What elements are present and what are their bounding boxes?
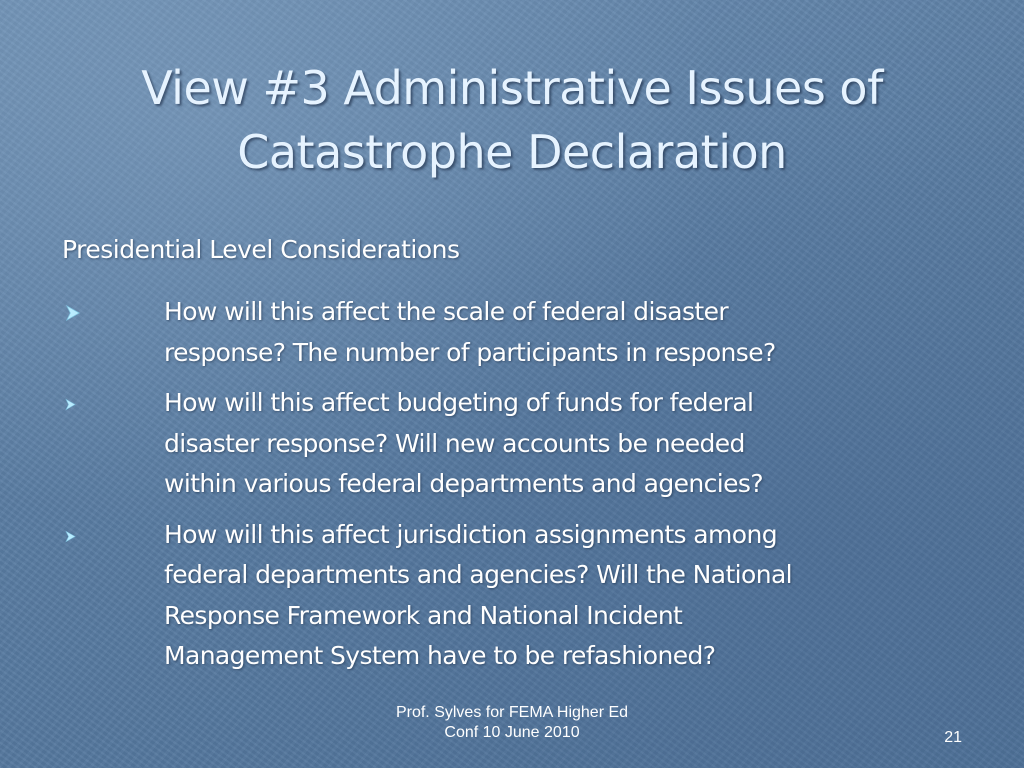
bullet-text-line: within various federal departments and agencies?	[164, 469, 763, 498]
arrowhead-bullet-icon	[64, 530, 77, 543]
arrowhead-bullet-icon	[64, 398, 77, 411]
bullet-text-line: federal departments and agencies? Will the National	[164, 560, 793, 589]
arrowhead-bullet-icon	[64, 304, 82, 322]
bullet-text-line: Management System have to be refashioned?	[164, 641, 716, 670]
bullet-text-line: Response Framework and National Incident	[164, 600, 683, 630]
footer-text-line: Prof. Sylves for FEMA Higher Ed	[395, 704, 629, 721]
slide-title-line: View #3 Administrative Issues of	[141, 61, 883, 115]
bullet-item	[62, 383, 962, 505]
bullet-item	[62, 292, 962, 373]
bullet-text-line: How will this affect the scale of federal disaster	[164, 297, 729, 326]
slide-title	[40, 56, 984, 184]
bullet-text-line: disaster response? Will new accounts be needed	[164, 428, 745, 458]
slide-title-line: Catastrophe Declaration	[237, 125, 787, 179]
footer-text-line: Conf 10 June 2010	[444, 724, 580, 741]
bullet-item	[62, 515, 962, 677]
slide-footer	[340, 703, 684, 743]
bullet-text-line: How will this affect budgeting of funds for federal	[164, 388, 754, 417]
bullet-list	[62, 292, 962, 687]
bullet-text-line: response? The number of participants in response?	[164, 337, 776, 367]
page-number: 21	[944, 729, 962, 746]
bullet-text-line: How will this affect jurisdiction assignments among	[164, 519, 777, 549]
section-subheading: Presidential Level Considerations	[62, 235, 460, 264]
